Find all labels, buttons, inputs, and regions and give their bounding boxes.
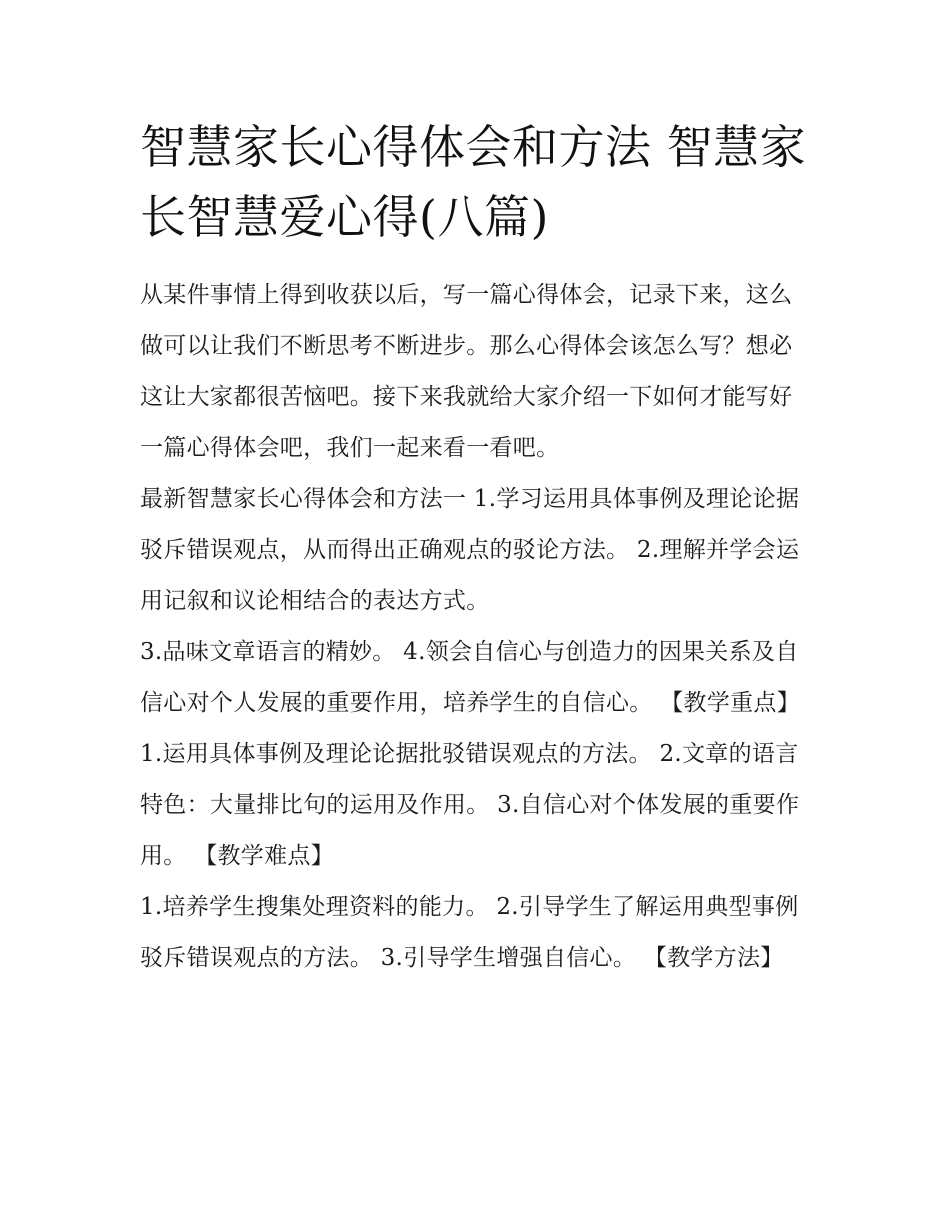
paragraph-key-points: 1.运用具体事例及理论论据批驳错误观点的方法。 2.文章的语言特色：大量排比句的运用及作用。 3.自信心对个体发展的重要作用。 【教学难点】 xyxy=(140,741,800,869)
paragraph-difficulties: 1.培养学生搜集处理资料的能力。 2.引导学生了解运用典型事例驳斥错误观点的方法。 3.引导学生增强自信心。 【教学方法】 xyxy=(140,894,799,971)
paragraph-objectives-2: 3.品味文章语言的精妙。 4.领会自信心与创造力的因果关系及自信心对个人发展的重要作用，培养学生的自信心。 【教学重点】 xyxy=(140,639,801,716)
intro-paragraph: 从某件事情上得到收获以后，写一篇心得体会，记录下来，这么做可以让我们不断思考不断进步。那么心得体会该怎么写？想必这让大家都很苦恼吧。接下来我就给大家介绍一下如何才能写好一篇心得体会吧，我们一起来看一看吧。 xyxy=(140,282,793,461)
document-title: 智慧家长心得体会和方法 智慧家长智慧爱心得(八篇) xyxy=(140,120,807,244)
document-body xyxy=(140,112,815,984)
paragraph-objectives-1: 最新智慧家长心得体会和方法一 1.学习运用具体事例及理论论据驳斥错误观点，从而得出正确观点的驳论方法。 2.理解并学会运用记叙和议论相结合的表达方式。 xyxy=(140,486,800,614)
